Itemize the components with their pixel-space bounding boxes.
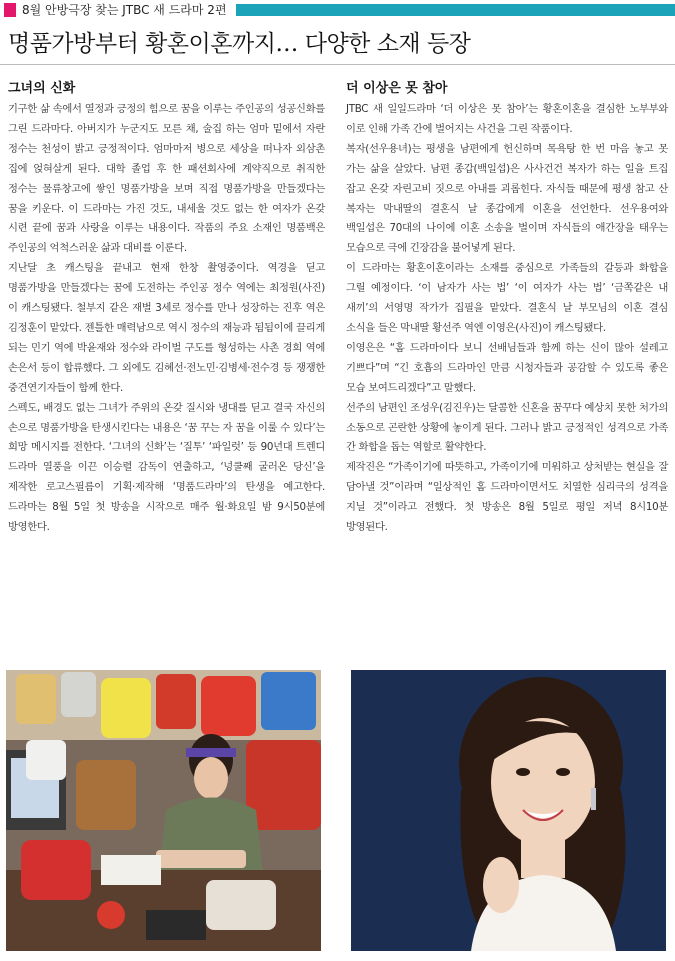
left-article-subhead: 그녀의 신화 (8, 81, 76, 96)
right-article (346, 80, 668, 538)
headline-divider (0, 64, 675, 65)
teal-bar (236, 4, 675, 16)
right-article-subhead: 더 이상은 못 참아 (346, 81, 448, 96)
page-headline: 명품가방부터 황혼이혼까지… 다양한 소재 등장 (8, 31, 471, 57)
left-article-paragraph: 지난달 초 캐스팅을 끝내고 현재 한창 촬영중이다. 역경을 딛고 명품가방을 만들겠다는 꿈에 도전하는 주인공 정수 역에는 최정원(사진)이 캐스팅됐다. 철부지 같은 재벌 3세로 정수를 만나 성장하는 진후 역은 김정훈이 맡았다. 젠틀한 매력남으로 역시 정수의 재능과 됨됨이에 끌리게 되는 민기 역에 박윤재와 정수와 라이벌 구도를 형성하는 사촌 경희 역에 손은서 등이 합류했다. 그 외에도 김혜선·전노민·김병세·전수경 등 쟁쟁한 중견연기자들이 함께 한다. (8, 262, 325, 394)
section-header (0, 0, 675, 22)
photo-actress-portrait-illustration (351, 670, 666, 951)
photo-actress-portrait (351, 670, 666, 951)
left-article (8, 80, 325, 538)
right-article-paragraph: 복자(선우용녀)는 평생을 남편에게 헌신하며 목욕탕 한 번 마음 놓고 못 가는 삶을 살았다. 남편 종갑(백일섭)은 사사건건 복자가 하는 일을 트집 잡고 온갖 자린고비 짓으로 아내를 괴롭힌다. 자식들 때문에 평생 참고 산 복자는 막내딸의 결혼식 날 종갑에게 이혼을 선언한다. 선우용여와 백일섭은 70대의 나이에 이혼 소송을 벌이며 자식들의 애간장을 태우는 모습으로 극에 긴장감을 불어넣게 된다. (346, 142, 668, 255)
left-article-paragraph: 기구한 삶 속에서 열정과 긍정의 힘으로 꿈을 이루는 주인공의 성공신화를 그린 드라마다. 아버지가 누군지도 모른 채, 술집 하는 엄마 밑에서 자란 정수는 천성이 밝고 긍정적이다. 엄마마저 병으로 세상을 떠나자 외삼촌 집에 얹혀살게 된다. 대학 졸업 후 한 패션회사에 계약직으로 취직한 정수는 물류창고에 쌓인 명품가방을 보며 직접 명품가방을 만들겠다는 꿈을 키운다. 이 드라마는 가진 것도, 내세울 것도 없는 한 여자가 온갖 시련 끝에 꿈과 사랑을 이루는 내용이다. 작품의 주요 소재인 명품백은 주인공의 억척스러운 삶과 대비를 이룬다. (8, 103, 325, 255)
right-article-paragraph: JTBC 새 일일드라마 ‘더 이상은 못 참아’는 황혼이혼을 결심한 노부부와 이로 인해 가족 간에 벌어지는 사건을 그린 작품이다. (346, 103, 668, 135)
photo-bag-workshop-illustration (6, 670, 321, 951)
photo-bag-workshop (6, 670, 321, 951)
pink-marker (4, 3, 16, 17)
left-article-paragraph: 스펙도, 배경도 없는 그녀가 주위의 온갖 질시와 냉대를 딛고 결국 자신의 손으로 명품가방을 탄생시킨다는 내용은 ‘꿈 꾸는 자 꿈을 이룰 수 있다’는 희망 메시지를 전한다. ‘그녀의 신화’는 ‘질투’ ‘파일럿’ 등 90년대 트렌디 드라마 열풍을 이끈 이승렬 감독이 연출하고, ‘넝쿨째 굴러온 당신’을 제작한 로고스필름이 기획·제작해 ‘명품드라마’의 탄생을 예고한다. 드라마는 8월 5일 첫 방송을 시작으로 매주 월·화요일 밤 9시50분에 방영한다. (8, 401, 325, 534)
right-article-paragraph: 이영은은 “홈 드라마이다 보니 선배님들과 함께 하는 신이 많아 설레고 기쁘다”며 “긴 호흡의 드라마인 만큼 시청자들과 공감할 수 있도록 좋은 모습 보여드리겠다”고 말했다. (346, 341, 668, 394)
right-article-paragraph: 이 드라마는 황혼이혼이라는 소재를 중심으로 가족들의 갈등과 화합을 그릴 예정이다. ‘이 남자가 사는 법’ ‘이 여자가 사는 법’ ‘금쪽같은 내 새끼’의 서영명 작가가 집필을 맡았다. 결혼식 날 부모님의 이혼 결심 소식을 들은 막내딸 황선주 역엔 이영은(사진)이 캐스팅됐다. (346, 262, 668, 334)
right-article-paragraph: 선주의 남편인 조성우(김진우)는 달콤한 신혼을 꿈꾸다 예상치 못한 처가의 소동으로 곤란한 상황에 놓이게 된다. 그러나 밝고 긍정적인 성격으로 가족 간 화합을 돕는 역할로 활약한다. (346, 401, 668, 454)
section-kicker: 8월 안방극장 찾는 JTBC 새 드라마 2편 (22, 3, 227, 17)
right-article-paragraph: 제작진은 “가족이기에 따뜻하고, 가족이기에 미워하고 상처받는 현실을 잘 담아낼 것”이라며 “일상적인 홈 드라마이면서도 치열한 심리극의 성격을 지닐 것”이라고 전했다. 첫 방송은 8월 5일로 평일 저녁 8시10분 방영된다. (346, 461, 668, 534)
